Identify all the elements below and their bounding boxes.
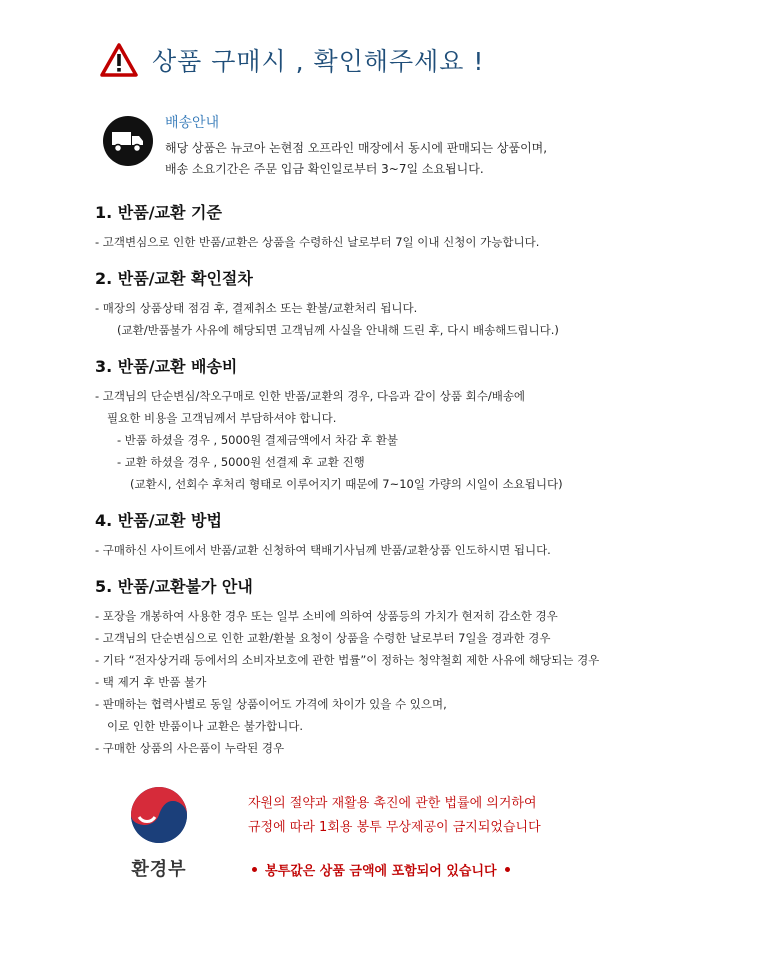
ministry-logo bbox=[125, 785, 193, 881]
section-return-process bbox=[95, 266, 559, 341]
delivery-line: 배송 소요기간은 주문 입금 확인일로부터 3~7일 소요됩니다. bbox=[165, 162, 484, 176]
bag-notice bbox=[248, 792, 541, 840]
section-line: - 매장의 상품상태 점검 후, 결제취소 또는 환불/교환처리 됩니다. bbox=[95, 301, 418, 315]
notice-line: 규정에 따라 1회용 봉투 무상제공이 금지되었습니다 bbox=[248, 820, 541, 835]
section-title: 5. 반품/교환불가 안내 bbox=[95, 577, 253, 596]
section-line: - 교환 하셨을 경우 , 5000원 선결제 후 교환 진행 bbox=[117, 455, 365, 469]
section-line: - 고객님의 단순변심/착오구매로 인한 반품/교환의 경우, 다음과 같이 상품 회수/배송에 bbox=[95, 389, 526, 403]
section-line: - 고객변심으로 인한 반품/교환은 상품을 수령하신 날로부터 7일 이내 신청이 가능합니다. bbox=[95, 235, 540, 249]
section-title: 3. 반품/교환 배송비 bbox=[95, 357, 238, 376]
section-non-returnable bbox=[95, 574, 599, 759]
bullet-dot-icon bbox=[505, 867, 510, 872]
truck-icon bbox=[103, 116, 153, 166]
notice-header bbox=[100, 42, 484, 78]
delivery-line: 해당 상품은 뉴코아 논현점 오프라인 매장에서 동시에 판매되는 상품이며, bbox=[165, 141, 548, 155]
section-return-method bbox=[95, 508, 551, 561]
section-line: (교환시, 선회수 후처리 형태로 이루어지기 때문에 7~10일 가량의 시일이 소요됩니다) bbox=[130, 477, 563, 491]
ministry-emblem bbox=[129, 785, 189, 845]
section-line: - 판매하는 협력사별로 동일 상품이어도 가격에 차이가 있을 수 있으며, bbox=[95, 697, 447, 711]
bullet-dot-icon bbox=[252, 867, 257, 872]
ministry-name: 환경부 bbox=[131, 859, 187, 880]
bag-price-notice bbox=[252, 860, 510, 879]
bag-price-text: 봉투값은 상품 금액에 포함되어 있습니다 bbox=[265, 864, 497, 879]
section-line: - 구매한 상품의 사은품이 누락된 경우 bbox=[95, 741, 285, 755]
section-line: - 구매하신 사이트에서 반품/교환 신청하여 택배기사님께 반품/교환상품 인도하시면 됩니다. bbox=[95, 543, 551, 557]
section-line: 필요한 비용을 고객님께서 부담하셔야 합니다. bbox=[107, 411, 337, 425]
section-title: 2. 반품/교환 확인절차 bbox=[95, 269, 253, 288]
warning-icon bbox=[100, 43, 138, 77]
delivery-title: 배송안내 bbox=[165, 115, 220, 131]
section-line: - 반품 하셨을 경우 , 5000원 결제금액에서 차감 후 환불 bbox=[117, 433, 399, 447]
section-return-criteria bbox=[95, 200, 539, 253]
section-line: - 고객님의 단순변심으로 인한 교환/환불 요청이 상품을 수령한 날로부터 7일을 경과한 경우 bbox=[95, 631, 551, 645]
section-line: (교환/반품불가 사유에 해당되면 고객님께 사실을 안내해 드린 후, 다시 배송해드립니다.) bbox=[117, 323, 559, 337]
notice-line: 자원의 절약과 재활용 촉진에 관한 법률에 의거하여 bbox=[248, 796, 537, 811]
section-title: 1. 반품/교환 기준 bbox=[95, 203, 222, 222]
page-title: 상품 구매시 , 확인해주세요 ! bbox=[152, 47, 485, 76]
delivery-info bbox=[103, 112, 547, 180]
section-line: 이로 인한 반품이나 교환은 불가합니다. bbox=[107, 719, 304, 733]
section-title: 4. 반품/교환 방법 bbox=[95, 511, 222, 530]
section-line: - 택 제거 후 반품 불가 bbox=[95, 675, 207, 689]
section-line: - 포장을 개봉하여 사용한 경우 또는 일부 소비에 의하여 상품등의 가치가 현저히 감소한 경우 bbox=[95, 609, 558, 623]
section-line: - 기타 “전자상거래 등에서의 소비자보호에 관한 법률”이 정하는 청약철회 제한 사유에 해당되는 경우 bbox=[95, 653, 600, 667]
section-shipping-fee bbox=[95, 354, 563, 495]
